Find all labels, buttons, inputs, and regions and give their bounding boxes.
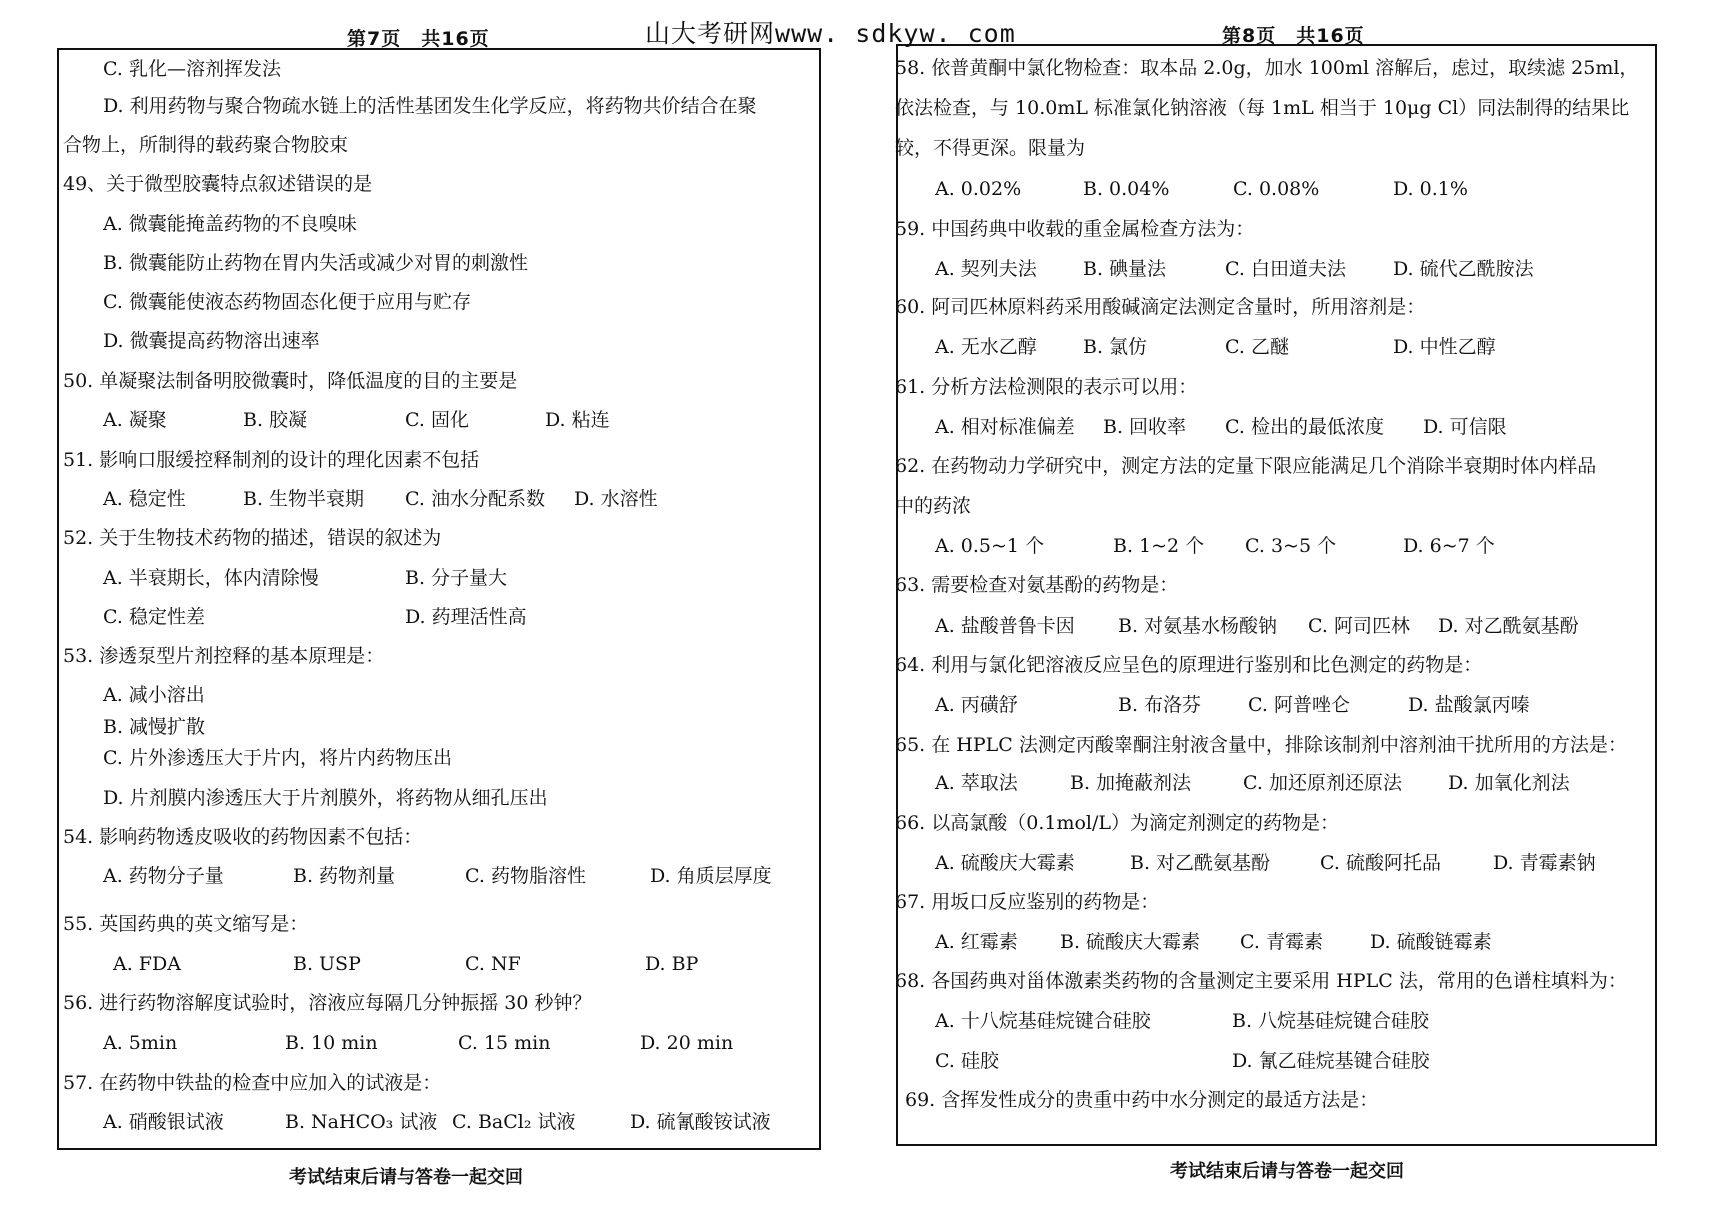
right-question-line: A. 萃取法 xyxy=(935,772,1018,794)
left-question-line: 49、关于微型胶囊特点叙述错误的是 xyxy=(63,173,373,195)
left-question-line: 55. 英国药典的英文缩写是： xyxy=(63,913,309,935)
right-question-line: B. 八烷基硅烷键合硅胶 xyxy=(1232,1010,1430,1032)
right-question-line: C. 硫酸阿托品 xyxy=(1320,852,1441,874)
right-question-line: D. 硫酸链霉素 xyxy=(1370,931,1492,953)
right-question-line: D. 盐酸氯丙嗪 xyxy=(1408,694,1530,716)
right-question-line: 69. 含挥发性成分的贵重中药中水分测定的最适方法是： xyxy=(905,1089,1379,1111)
left-question-line: A. FDA xyxy=(113,953,181,975)
left-question-line: 50. 单凝聚法制备明胶微囊时，降低温度的目的主要是 xyxy=(63,370,518,392)
right-question-line: D. 0.1% xyxy=(1393,178,1468,200)
right-page-number: 第8页 共16页 xyxy=(1222,25,1365,47)
right-question-line: A. 红霉素 xyxy=(935,931,1018,953)
left-question-line: D. 角质层厚度 xyxy=(650,865,772,887)
left-question-line: C. 微囊能使液态药物固态化便于应用与贮存 xyxy=(103,291,471,313)
left-question-line: B. 减慢扩散 xyxy=(103,716,206,738)
left-question-line: 54. 影响药物透皮吸收的药物因素不包括： xyxy=(63,826,423,848)
right-question-line: C. 乙醚 xyxy=(1225,336,1289,358)
right-question-line: A. 契列夫法 xyxy=(935,258,1037,280)
left-question-line: D. 粘连 xyxy=(545,409,610,431)
right-question-line: 60. 阿司匹林原料药采用酸碱滴定法测定含量时，所用溶剂是： xyxy=(895,296,1426,318)
right-footer-note: 考试结束后请与答卷一起交回 xyxy=(1170,1161,1404,1182)
right-question-line: 59. 中国药典中收载的重金属检查方法为： xyxy=(895,218,1255,240)
left-question-line: C. BaCl₂ 试液 xyxy=(452,1111,576,1133)
left-question-line: A. 稳定性 xyxy=(103,488,186,510)
right-question-line: D. 硫代乙酰胺法 xyxy=(1393,258,1534,280)
right-question-line: 依法检查，与 10.0mL 标准氯化钠溶液（每 1mL 相当于 10μg Cl）同法制得的结果比 xyxy=(895,97,1630,119)
left-question-line: D. 硫氰酸铵试液 xyxy=(630,1111,771,1133)
right-question-line: 61. 分析方法检测限的表示可以用： xyxy=(895,376,1198,398)
left-question-line: 52. 关于生物技术药物的描述，错误的叙述为 xyxy=(63,527,442,549)
site-url: www. sdkyw. com xyxy=(775,19,1016,48)
right-question-line: C. 白田道夫法 xyxy=(1225,258,1346,280)
left-question-line: D. BP xyxy=(645,953,699,975)
left-question-line: D. 片剂膜内渗透压大于片剂膜外，将药物从细孔压出 xyxy=(103,787,548,809)
right-question-line: B. 布洛芬 xyxy=(1118,694,1202,716)
right-question-line: B. 碘量法 xyxy=(1083,258,1167,280)
right-question-line: D. 6~7 个 xyxy=(1403,535,1495,557)
right-question-line: 58. 依普黄酮中氯化物检查：取本品 2.0g，加水 100ml 溶解后，虑过，取续滤 25ml， xyxy=(895,57,1639,79)
right-question-line: C. 硅胶 xyxy=(935,1050,999,1072)
left-question-line: B. USP xyxy=(293,953,361,975)
left-question-line: C. 固化 xyxy=(405,409,469,431)
right-question-line: 64. 利用与氯化钯溶液反应呈色的原理进行鉴别和比色测定的药物是： xyxy=(895,654,1483,676)
left-question-line: C. 油水分配系数 xyxy=(405,488,545,510)
right-question-line: C. 检出的最低浓度 xyxy=(1225,416,1384,438)
left-question-line: A. 微囊能掩盖药物的不良嗅味 xyxy=(103,213,357,235)
left-question-line: A. 硝酸银试液 xyxy=(103,1111,224,1133)
left-question-line: A. 半衰期长，体内清除慢 xyxy=(103,567,319,589)
left-question-line: B. 10 min xyxy=(285,1032,378,1054)
left-question-line: C. 药物脂溶性 xyxy=(465,865,586,887)
right-question-line: C. 青霉素 xyxy=(1240,931,1323,953)
left-question-line: A. 药物分子量 xyxy=(103,865,224,887)
right-question-line: 62. 在药物动力学研究中，测定方法的定量下限应能满足几个消除半衰期时体内样品 xyxy=(895,455,1597,477)
left-question-line: B. 微囊能防止药物在胃内失活或减少对胃的刺激性 xyxy=(103,252,529,274)
right-question-line: B. 硫酸庆大霉素 xyxy=(1060,931,1201,953)
right-question-line: A. 相对标准偏差 xyxy=(935,416,1075,438)
left-question-line: B. 胶凝 xyxy=(243,409,308,431)
right-question-line: 较，不得更深。限量为 xyxy=(895,137,1086,159)
right-question-line: D. 青霉素钠 xyxy=(1493,852,1596,874)
left-question-line: C. 15 min xyxy=(458,1032,551,1054)
right-question-line: C. 0.08% xyxy=(1233,178,1320,200)
left-question-line: C. 乳化—溶剂挥发法 xyxy=(103,58,281,80)
left-question-line: 53. 渗透泵型片剂控释的基本原理是： xyxy=(63,645,385,667)
site-name: 山大考研网 xyxy=(645,19,776,48)
right-question-line: B. 氯仿 xyxy=(1083,336,1148,358)
right-question-line: B. 加掩蔽剂法 xyxy=(1070,772,1192,794)
right-question-line: A. 丙磺舒 xyxy=(935,694,1018,716)
right-question-line: 66. 以高氯酸（0.1mol/L）为滴定剂测定的药物是： xyxy=(895,812,1340,834)
right-question-line: 63. 需要检查对氨基酚的药物是： xyxy=(895,574,1179,596)
right-question-line: B. 对氨基水杨酸钠 xyxy=(1118,615,1278,637)
right-question-line: D. 可信限 xyxy=(1423,416,1507,438)
right-question-line: B. 回收率 xyxy=(1103,416,1187,438)
right-question-line: C. 阿普唑仑 xyxy=(1248,694,1350,716)
left-question-line: D. 20 min xyxy=(640,1032,734,1054)
right-question-line: 65. 在 HPLC 法测定丙酸睾酮注射液含量中，排除该制剂中溶剂油干扰所用的方法是： xyxy=(895,734,1627,756)
left-question-line: A. 减小溶出 xyxy=(103,684,205,706)
right-question-line: 67. 用坂口反应鉴别的药物是： xyxy=(895,891,1160,913)
left-question-line: B. 生物半衰期 xyxy=(243,488,365,510)
left-page-number: 第7页 共16页 xyxy=(347,28,490,50)
right-question-line: A. 十八烷基硅烷键合硅胶 xyxy=(935,1010,1151,1032)
right-question-line: D. 加氧化剂法 xyxy=(1448,772,1570,794)
left-question-line: 51. 影响口服缓控释制剂的设计的理化因素不包括 xyxy=(63,449,480,471)
right-question-line: 中的药浓 xyxy=(895,495,972,517)
left-question-line: C. 稳定性差 xyxy=(103,606,205,628)
left-question-line: B. 药物剂量 xyxy=(293,865,396,887)
left-question-line: A. 5min xyxy=(103,1032,178,1054)
left-question-line: A. 凝聚 xyxy=(103,409,167,431)
left-question-line: 合物上，所制得的载药聚合物胶束 xyxy=(63,134,349,156)
left-question-line: 56. 进行药物溶解度试验时，溶液应每隔几分钟振摇 30 秒钟？ xyxy=(63,992,592,1014)
right-question-line: A. 无水乙醇 xyxy=(935,336,1037,358)
right-question-line: C. 3~5 个 xyxy=(1245,535,1337,557)
right-question-line: 68. 各国药典对甾体激素类药物的含量测定主要采用 HPLC 法，常用的色谱柱填料为： xyxy=(895,970,1627,992)
right-question-line: A. 0.5~1 个 xyxy=(935,535,1045,557)
left-question-line: 57. 在药物中铁盐的检查中应加入的试液是： xyxy=(63,1072,442,1094)
right-question-line: B. 对乙酰氨基酚 xyxy=(1130,852,1271,874)
left-question-line: B. NaHCO₃ 试液 xyxy=(285,1111,438,1133)
right-question-line: A. 0.02% xyxy=(935,178,1022,200)
left-question-line: D. 利用药物与聚合物疏水链上的活性基团发生化学反应，将药物共价结合在聚 xyxy=(103,95,757,117)
right-question-line: D. 对乙酰氨基酚 xyxy=(1438,615,1579,637)
left-question-line: B. 分子量大 xyxy=(405,567,508,589)
right-question-line: A. 硫酸庆大霉素 xyxy=(935,852,1075,874)
left-question-line: C. 片外渗透压大于片内，将片内药物压出 xyxy=(103,747,452,769)
left-question-line: D. 药理活性高 xyxy=(405,606,527,628)
left-question-line: C. NF xyxy=(465,953,521,975)
right-question-line: B. 1~2 个 xyxy=(1113,535,1205,557)
right-question-line: B. 0.04% xyxy=(1083,178,1170,200)
left-question-line: D. 水溶性 xyxy=(574,488,658,510)
right-question-line: D. 氰乙硅烷基键合硅胶 xyxy=(1232,1050,1430,1072)
right-question-line: C. 阿司匹林 xyxy=(1308,615,1410,637)
left-question-line: D. 微囊提高药物溶出速率 xyxy=(103,330,320,352)
right-question-line: A. 盐酸普鲁卡因 xyxy=(935,615,1075,637)
left-footer-note: 考试结束后请与答卷一起交回 xyxy=(289,1167,523,1188)
right-question-line: D. 中性乙醇 xyxy=(1393,336,1496,358)
right-question-line: C. 加还原剂还原法 xyxy=(1243,772,1402,794)
